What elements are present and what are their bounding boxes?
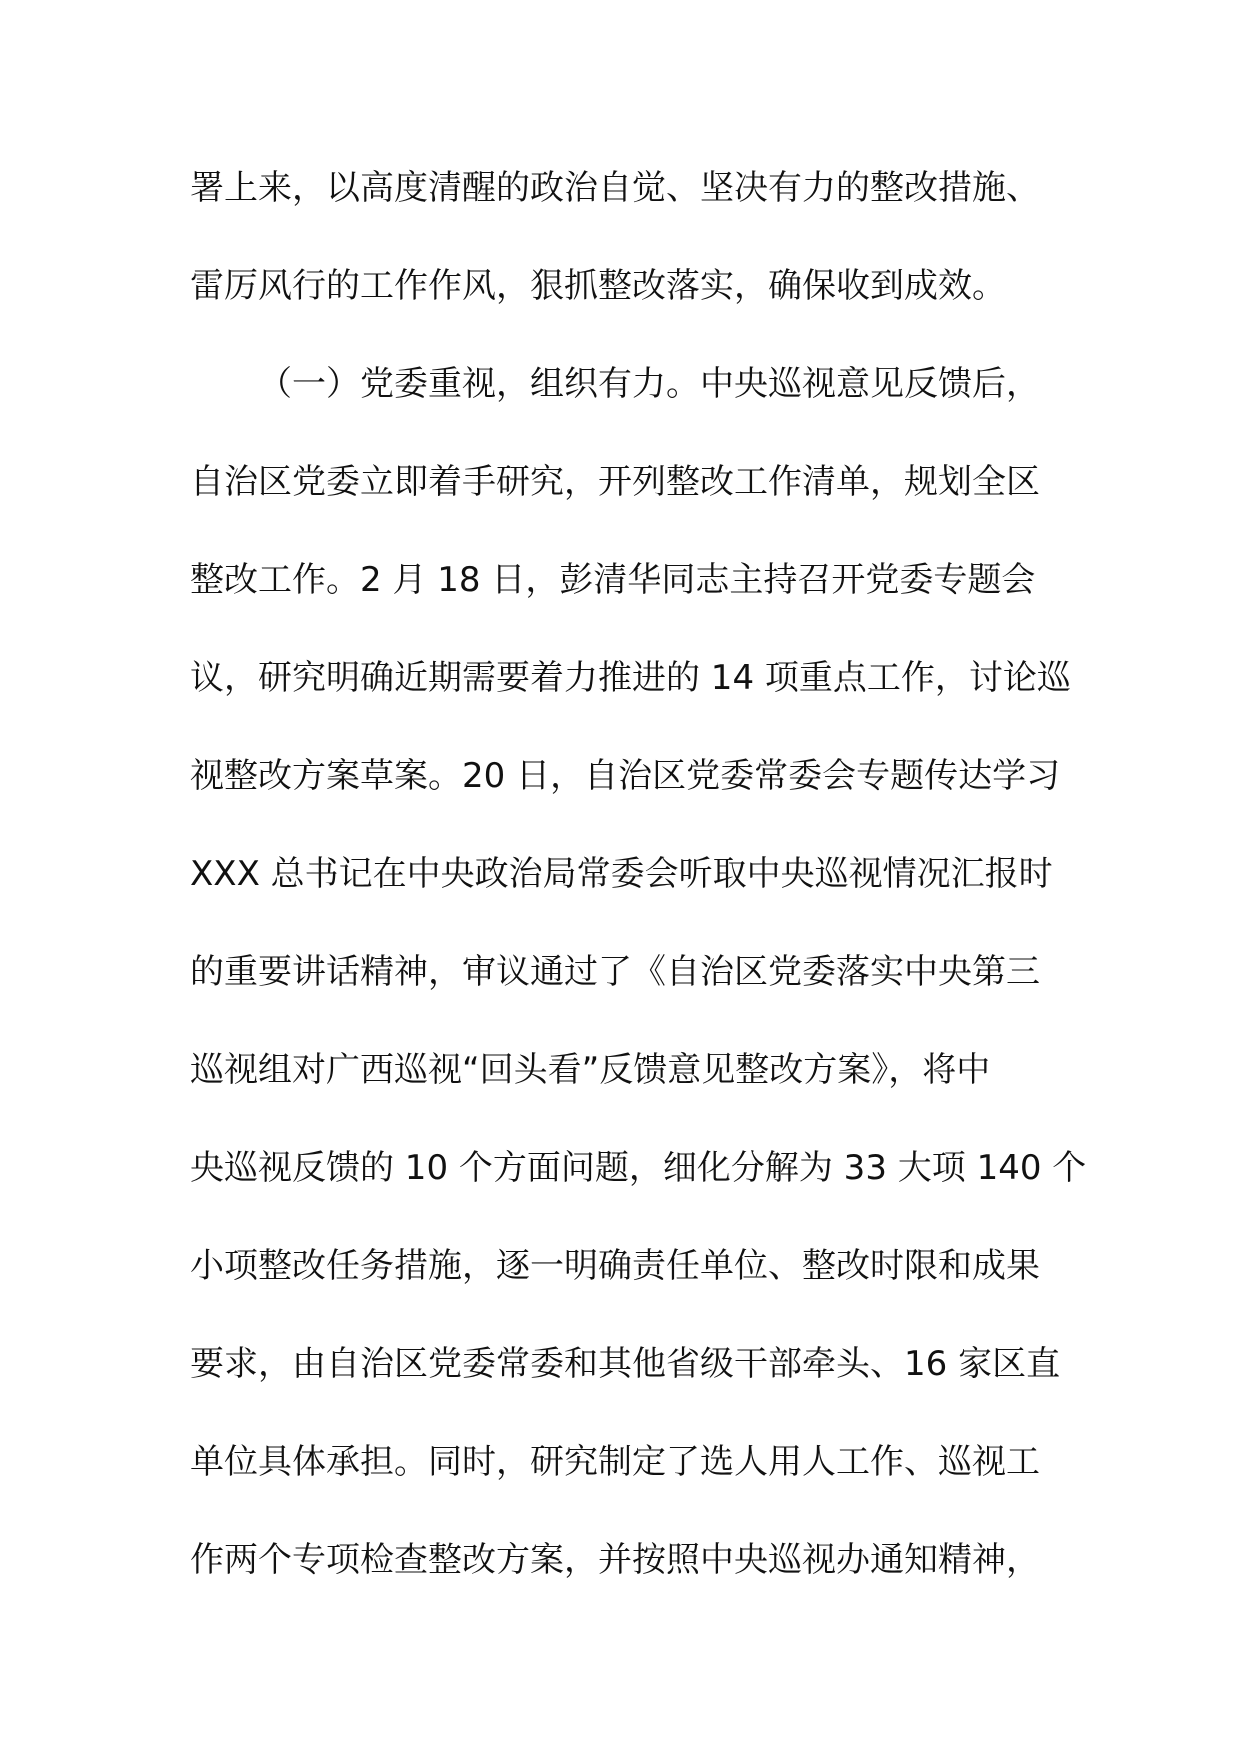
text-line: 视整改方案草案。20 日，自治区党委常委会专题传达学习 (190, 756, 1061, 796)
text-line: 议，研究明确近期需要着力推进的 14 项重点工作，讨论巡 (190, 658, 1071, 698)
text-line: 署上来，以高度清醒的政治自觉、坚决有力的整改措施、 (190, 168, 1040, 208)
text-line: 整改工作。2 月 18 日，彭清华同志主持召开党委专题会 (190, 560, 1036, 600)
text-line: 的重要讲话精神，审议通过了《自治区党委落实中央第三 (190, 952, 1040, 992)
text-line: 自治区党委立即着手研究，开列整改工作清单，规划全区 (190, 462, 1040, 502)
text-line: 单位具体承担。同时，研究制定了选人用人工作、巡视工 (190, 1442, 1040, 1482)
text-line: 小项整改任务措施，逐一明确责任单位、整改时限和成果 (190, 1246, 1040, 1286)
text-line: 雷厉风行的工作作风，狠抓整改落实，确保收到成效。 (190, 266, 1006, 306)
text-line: 要求，由自治区党委常委和其他省级干部牵头、16 家区直 (190, 1344, 1061, 1384)
text-line: 巡视组对广西巡视“回头看”反馈意见整改方案》，将中 (190, 1050, 991, 1090)
text-line: 央巡视反馈的 10 个方面问题，细化分解为 33 大项 140 个 (190, 1148, 1087, 1188)
text-line: XXX 总书记在中央政治局常委会听取中央巡视情况汇报时 (190, 854, 1053, 894)
text-line: 作两个专项检查整改方案，并按照中央巡视办通知精神， (190, 1540, 1040, 1580)
paragraph-first-line: （一）党委重视，组织有力。中央巡视意见反馈后， (258, 364, 1040, 404)
body-text (190, 164, 1087, 1634)
